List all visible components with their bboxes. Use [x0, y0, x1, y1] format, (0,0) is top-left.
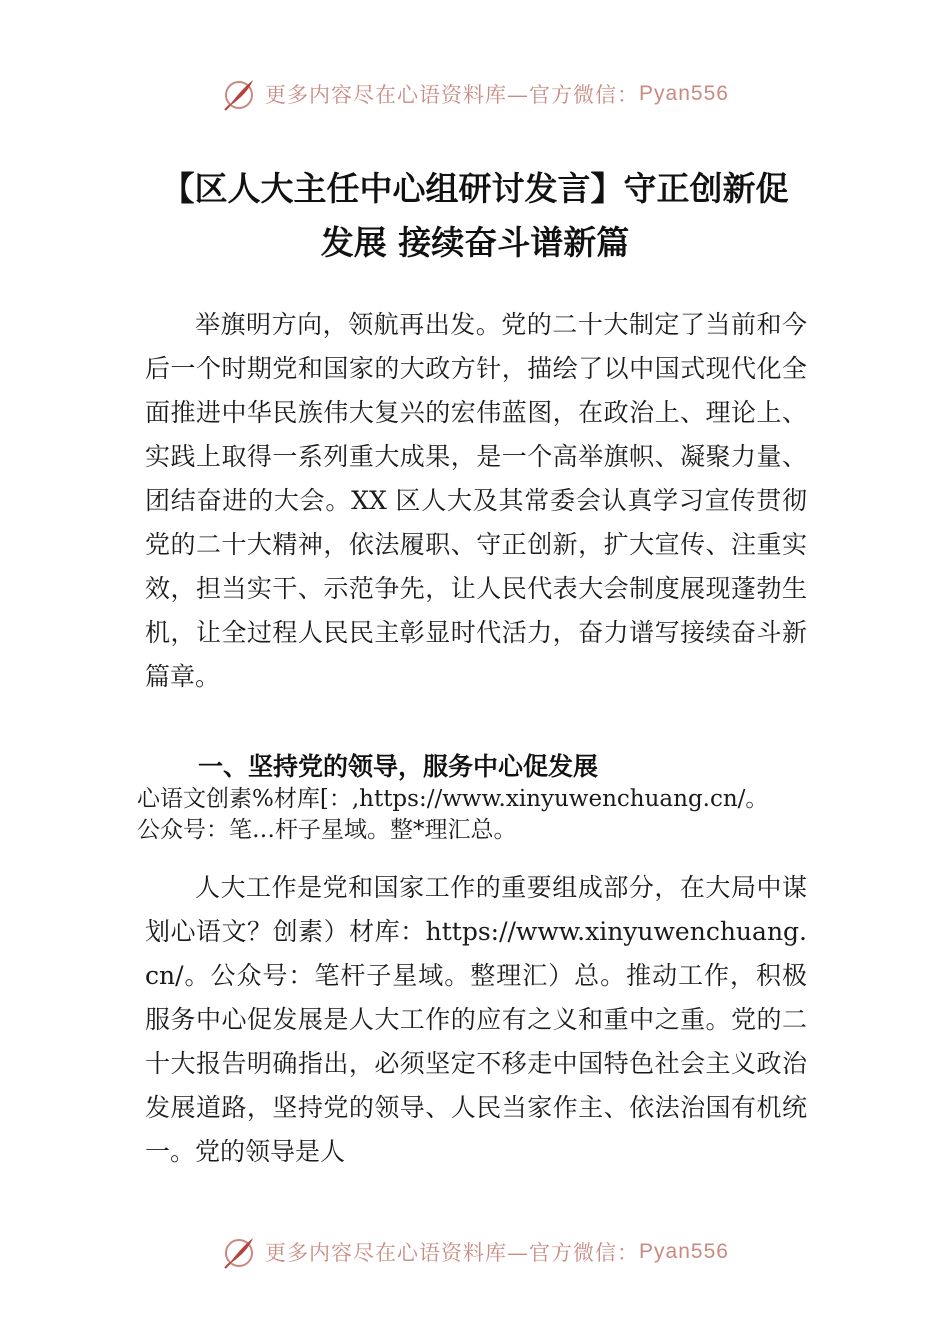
- section-1-paragraph: 人大工作是党和国家工作的重要组成部分，在大局中谋划心语文？创素）材库：https://www.xinyuwenchuang.cn/。公众号：笔杆子星域。整理汇）总。推动工作，积极服务中心促发展是人大工作的应有之义和重中之重。党的二十大报告明确指出，必须坚定不移走中国特色社会主义政治发展道路，坚持党的领导、人民当家作主、依法治国有机统一。党的领导是人: [145, 873, 807, 1166]
- title-line-1: 【区人大主任中心组研讨发言】守正创新促: [161, 169, 789, 208]
- banner-wechat-handle: Pyan556: [639, 82, 729, 105]
- feather-pen-icon: [221, 76, 257, 112]
- banner-text: 更多内容尽在心语资料库—官方微信：: [265, 1241, 640, 1265]
- source-note: [137, 784, 837, 846]
- intro-paragraph: 举旗明方向，领航再出发。党的二十大制定了当前和今后一个时期党和国家的大政方针，描绘了以中国式现代化全面推进中华民族伟大复兴的宏伟蓝图，在政治上、理论上、实践上取得一系列重大成果，是一个高举旗帜、凝聚力量、团结奋进的大会。XX 区人大及其常委会认真学习宣传贯彻党的二十大精神，依法履职、守正创新，扩大宣传、注重实效，担当实干、示范争先，让人民代表大会制度展现蓬勃生机，让全过程人民民主彰显时代活力，奋力谱写接续奋斗新篇章。: [145, 310, 807, 691]
- document-title: [100, 162, 850, 270]
- header-watermark-banner: [0, 74, 950, 114]
- banner-text: 更多内容尽在心语资料库—官方微信：: [265, 83, 640, 107]
- section-heading-1: 一、坚持党的领导，服务中心促发展: [198, 752, 599, 781]
- feather-pen-icon: [221, 1234, 257, 1270]
- source-note-line-1: 心语文创素%材库[：,https://www.xinyuwenchuang.cn/。: [137, 786, 769, 812]
- title-line-2: 发展 接续奋斗谱新篇: [320, 223, 630, 262]
- footer-watermark-banner: [0, 1232, 950, 1272]
- banner-wechat-handle: Pyan556: [639, 1240, 729, 1263]
- source-note-line-2: 公众号：笔…杆子星域。整*理汇总。: [137, 817, 517, 843]
